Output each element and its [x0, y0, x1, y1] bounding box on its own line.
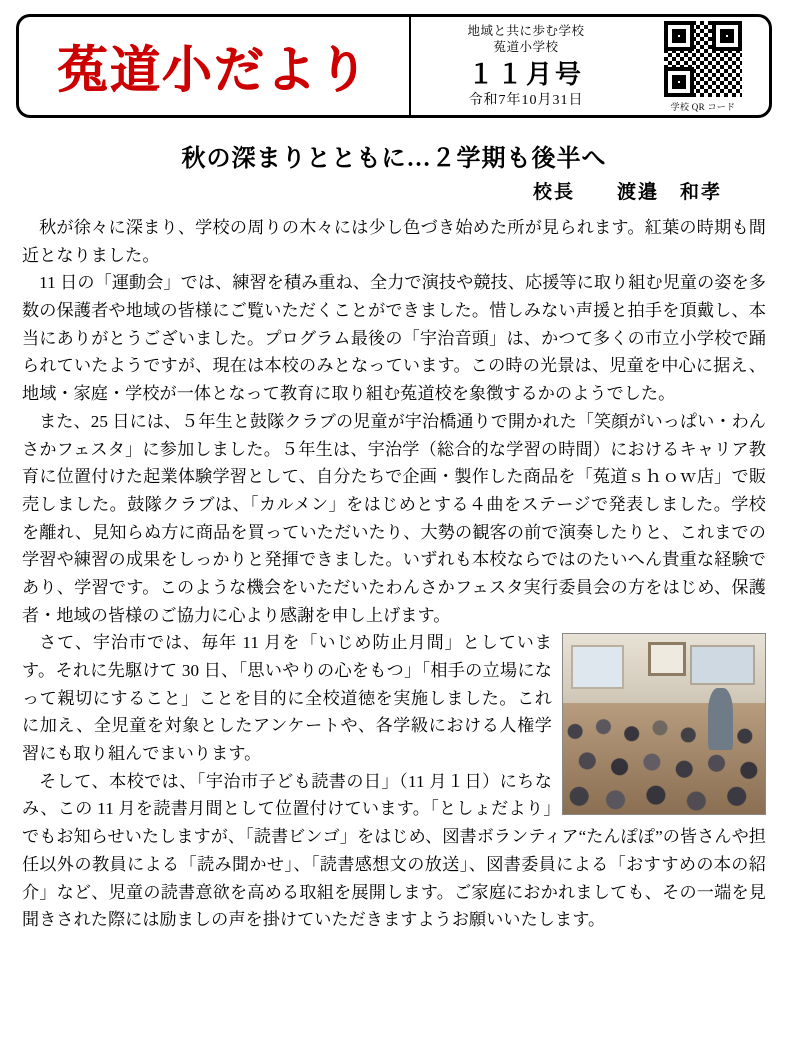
school-motto: 地域と共に歩む学校: [467, 24, 585, 39]
qr-code-icon[interactable]: [664, 21, 742, 97]
paragraph-5: そして、本校では、「宇治市子ども読書の日」（11 月１日）にちなみ、この 11 月を読書月間として位置付けています。「としょだより」でもお知らせいたしますが、「読書ビンゴ」をはじめ、図書ボランティア“たんぽぽ”の皆さんや担任以外の教員による「読み聞かせ」、「読書感想文の放送」、図書委員による「おすすめの本の紹介」など、児童の読書意欲を高める取組を展開します。ご家庭におかれましても、その一端を見聞きされた際には励ましの声を掛けていただきますようお願いいたします。: [22, 771, 766, 930]
article: [22, 138, 766, 934]
photo-basketball-hoop-icon: [648, 642, 686, 677]
issue-number: １１月号: [467, 59, 584, 89]
article-headline: 秋の深まりとともに…２学期も後半へ: [181, 146, 607, 172]
school-name: 菟道小学校: [493, 40, 559, 54]
article-body: [22, 214, 766, 934]
paragraph-3: また、25 日には、５年生と鼓隊クラブの児童が宇治橋通りで開かれた「笑顔がいっぱい・わんさかフェスタ」に参加しました。５年生は、宇治学（総合的な学習の時間）におけるキャリア教育に位置付けた起業体験学習として、自分たちで企画・製作した商品を「菟道ｓｈｏｗ店」で販売しました。鼓隊クラブは、「カルメン」をはじめとする４曲をステージで発表しました。学校を離れ、見知らぬ方に商品を買っていただいたり、大勢の観客の前で演奏したりと、これまでの学習や練習の成果をしっかりと発揮できました。いずれも本校ならではのたいへん貴重な経験であり、学習です。このような機会をいただいたわんさかフェスタ実行委員会の方をはじめ、保護者・地域の皆様のご協力に心より感謝を申し上げます。: [22, 411, 766, 625]
photo-window-left: [571, 645, 623, 689]
issue-date: 令和7年10月31日: [468, 92, 584, 108]
assembly-photo: [562, 633, 766, 815]
paragraph-4: さて、宇治市では、毎年 11 月を「いじめ防止月間」としています。それに先駆けて 30 日、「思いやりの心をもつ」「相手の立場になって親切にすること」ことを目的に全校道徳を実施しました。これに加え、全児童を対象としたアンケートや、各学級における人権学習にも取り組んでまいります。: [22, 633, 552, 764]
photo-students-crowd: [563, 696, 765, 815]
paragraph-1: 秋が徐々に深まり、学校の周りの木々には少し色づき始めた所が見られます。紅葉の時期も間近となりました。: [22, 218, 766, 265]
paragraph-2: 11 日の「運動会」では、練習を積み重ね、全力で演技や競技、応援等に取り組む児童の姿を多数の保護者や地域の皆様にご覧いただくことができました。惜しみない声援と拍手を頂戴し、本当にありがとうございました。プログラム最後の「宇治音頭」は、かつて多くの市立小学校で踊られていたようですが、現在は本校のみとなっています。この時の光景は、児童を中心に据え、地域・家庭・学校が一体となって教育に取り組む菟道校を象徴するかのようでした。: [22, 273, 766, 404]
qr-block: [641, 17, 769, 115]
newsletter-title-text: 菟道小だより: [58, 40, 370, 99]
article-byline: 校長 渡邉 和孝: [532, 182, 722, 203]
qr-corner-icon: [664, 67, 694, 97]
qr-caption: 学校 QR コード: [670, 102, 736, 112]
masthead-info: [411, 17, 641, 115]
masthead: [16, 14, 772, 118]
photo-standing-person: [708, 688, 732, 749]
photo-window-right: [690, 645, 755, 685]
newsletter-title: [19, 17, 411, 115]
